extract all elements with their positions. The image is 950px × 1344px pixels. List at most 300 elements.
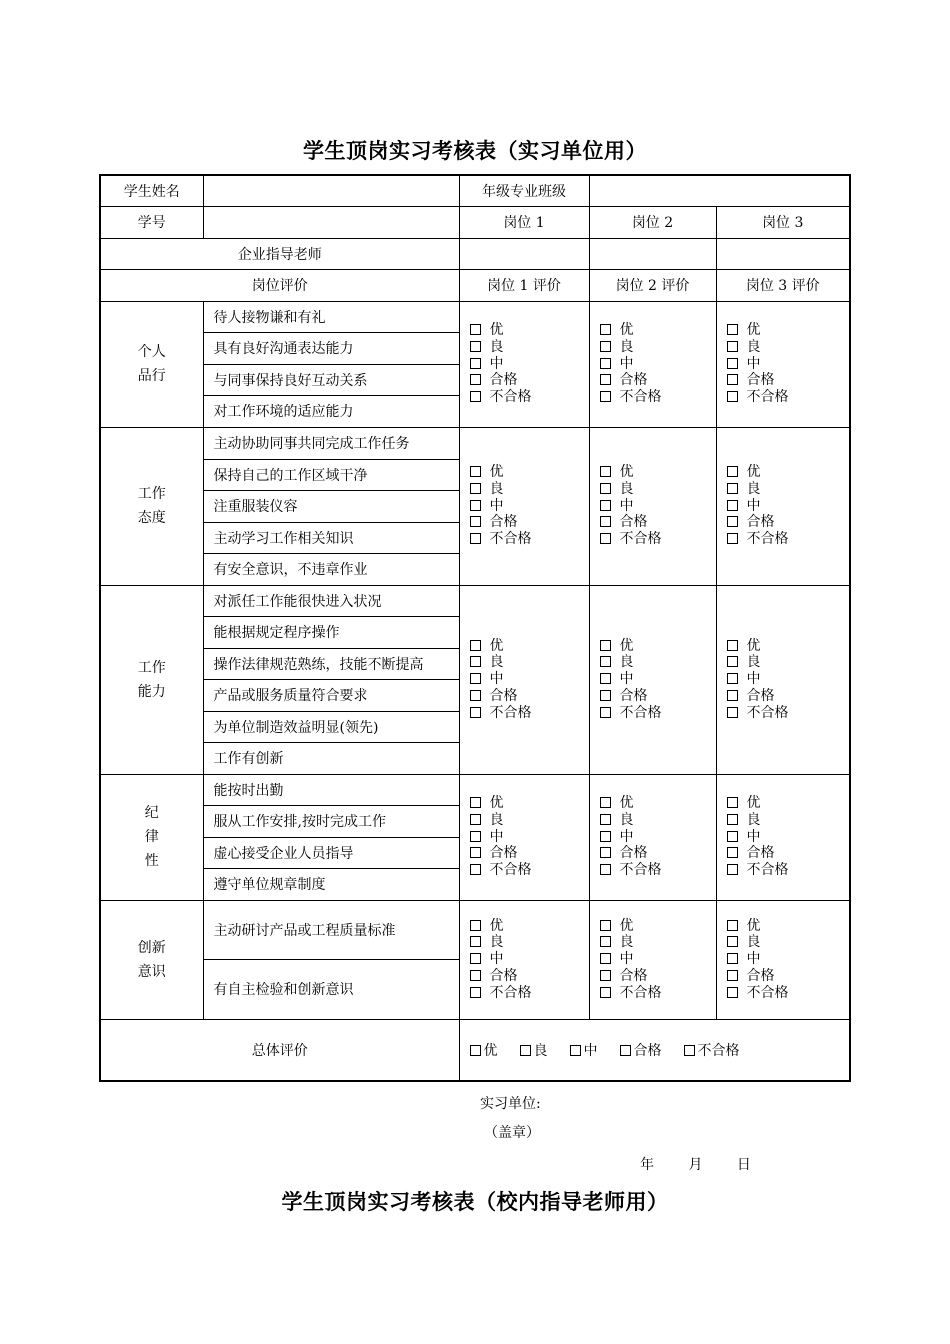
rating-option-label: 合格	[746, 845, 775, 862]
rating-option-label: 良	[619, 480, 634, 497]
checkbox-icon[interactable]	[470, 341, 481, 352]
post3-eval-label: 岗位 3 评价	[716, 269, 850, 301]
rating-option-label: 优	[746, 637, 761, 654]
rating-option[interactable]	[600, 812, 716, 829]
rating-option[interactable]	[470, 339, 589, 356]
rating-option-label: 良	[746, 934, 761, 951]
rating-group-post1	[459, 585, 589, 774]
rating-option-label: 优	[619, 637, 634, 654]
checkbox-icon[interactable]	[470, 533, 481, 544]
rating-option[interactable]	[600, 654, 716, 671]
checkbox-icon[interactable]	[600, 690, 611, 701]
rating-option-label: 优	[619, 795, 634, 812]
rating-option[interactable]	[727, 498, 850, 515]
checkbox-icon[interactable]	[470, 920, 481, 931]
checkbox-icon[interactable]	[600, 640, 611, 651]
rating-option[interactable]	[470, 356, 589, 373]
rating-option-label: 良	[619, 934, 634, 951]
rating-option[interactable]	[727, 531, 850, 548]
checkbox-icon[interactable]	[600, 936, 611, 947]
rating-option-label: 中	[619, 497, 634, 514]
checkbox-icon[interactable]	[600, 953, 611, 964]
checkbox-icon[interactable]	[727, 707, 738, 718]
page-title: 学生顶岗实习考核表（实习单位用）	[303, 139, 647, 163]
rating-option-label: 良	[489, 811, 504, 828]
overall-option[interactable]	[684, 1040, 740, 1060]
rating-option-label: 不合格	[489, 389, 532, 406]
rating-option-label: 合格	[619, 514, 648, 531]
criterion-item: 对工作环境的适应能力	[203, 395, 459, 427]
rating-option[interactable]	[600, 464, 716, 481]
checkbox-icon[interactable]	[470, 1045, 481, 1056]
rating-option-label: 优	[746, 464, 761, 481]
checkbox-icon[interactable]	[600, 831, 611, 842]
rating-option-label: 合格	[489, 514, 518, 531]
checkbox-icon[interactable]	[727, 673, 738, 684]
checkbox-icon[interactable]	[727, 640, 738, 651]
rating-option-label: 不合格	[746, 531, 789, 548]
rating-option[interactable]	[470, 795, 589, 812]
checkbox-icon[interactable]	[727, 466, 738, 477]
checkbox-icon[interactable]	[470, 673, 481, 684]
rating-option[interactable]	[600, 688, 716, 705]
checkbox-icon[interactable]	[470, 500, 481, 511]
checkbox-icon[interactable]	[727, 358, 738, 369]
checkbox-icon[interactable]	[727, 483, 738, 494]
rating-group-post1	[459, 427, 589, 585]
overall-option-label: 合格	[633, 1042, 662, 1059]
student-id-label: 学号	[100, 206, 203, 238]
overall-options	[459, 1019, 850, 1081]
rating-option[interactable]	[470, 481, 589, 498]
checkbox-icon[interactable]	[470, 864, 481, 875]
student-name-field[interactable]	[203, 175, 459, 206]
checkbox-icon[interactable]	[470, 831, 481, 842]
rating-option[interactable]	[470, 918, 589, 935]
criterion-item: 主动学习工作相关知识	[203, 522, 459, 553]
checkbox-icon[interactable]	[520, 1045, 531, 1056]
rating-option-label: 中	[746, 497, 761, 514]
rating-option-label: 中	[619, 355, 634, 372]
rating-option[interactable]	[470, 845, 589, 862]
checkbox-icon[interactable]	[570, 1045, 581, 1056]
rating-group-post2	[589, 301, 716, 427]
rating-option[interactable]	[470, 514, 589, 531]
student-id-field[interactable]	[203, 206, 459, 238]
rating-option-label: 良	[489, 480, 504, 497]
rating-option-label: 中	[489, 951, 504, 968]
rating-option[interactable]	[727, 862, 850, 879]
rating-option-label: 不合格	[489, 531, 532, 548]
rating-option-label: 优	[619, 464, 634, 481]
rating-option[interactable]	[727, 464, 850, 481]
rating-option-label: 良	[619, 338, 634, 355]
rating-option[interactable]	[600, 829, 716, 846]
category-label: 纪 律 性	[100, 774, 203, 900]
rating-option-label: 中	[489, 671, 504, 688]
checkbox-icon[interactable]	[727, 936, 738, 947]
rating-option-label: 中	[489, 828, 504, 845]
assessment-table	[99, 174, 851, 1082]
checkbox-icon[interactable]	[727, 970, 738, 981]
checkbox-icon[interactable]	[470, 690, 481, 701]
criterion-item: 为单位制造效益明显(领先)	[203, 711, 459, 742]
rating-option[interactable]	[600, 389, 716, 406]
rating-option[interactable]	[727, 481, 850, 498]
rating-group-post2	[589, 585, 716, 774]
checkbox-icon[interactable]	[727, 797, 738, 808]
rating-option[interactable]	[600, 934, 716, 951]
checkbox-icon[interactable]	[470, 324, 481, 335]
criterion-item: 待人接物谦和有礼	[203, 301, 459, 332]
rating-option-label: 优	[746, 917, 761, 934]
rating-option[interactable]	[600, 481, 716, 498]
checkbox-icon[interactable]	[470, 516, 481, 527]
criterion-item: 操作法律规范熟练，技能不断提高	[203, 648, 459, 679]
checkbox-icon[interactable]	[684, 1045, 695, 1056]
checkbox-icon[interactable]	[470, 374, 481, 385]
checkbox-icon[interactable]	[727, 341, 738, 352]
rating-option-label: 中	[619, 951, 634, 968]
criterion-item: 遵守单位规章制度	[203, 868, 459, 900]
checkbox-icon[interactable]	[600, 987, 611, 998]
rating-option[interactable]	[727, 829, 850, 846]
rating-option[interactable]	[470, 985, 589, 1002]
rating-option[interactable]	[600, 671, 716, 688]
checkbox-icon[interactable]	[600, 673, 611, 684]
rating-option-label: 优	[489, 917, 504, 934]
checkbox-icon[interactable]	[727, 500, 738, 511]
checkbox-icon[interactable]	[470, 970, 481, 981]
criterion-item: 工作有创新	[203, 742, 459, 774]
rating-option-label: 合格	[489, 845, 518, 862]
rating-option[interactable]	[727, 705, 850, 722]
rating-option-label: 中	[489, 497, 504, 514]
overall-option-label: 中	[583, 1042, 598, 1059]
criterion-item: 服从工作安排,按时完成工作	[203, 805, 459, 837]
rating-option[interactable]	[470, 372, 589, 389]
rating-option-label: 不合格	[489, 704, 532, 721]
rating-option[interactable]	[727, 356, 850, 373]
criterion-item: 有自主检验和创新意识	[203, 959, 459, 1019]
checkbox-icon[interactable]	[470, 987, 481, 998]
seal-label: （盖章）	[484, 1125, 540, 1141]
rating-option[interactable]	[470, 829, 589, 846]
criterion-item: 注重服装仪容	[203, 490, 459, 522]
rating-option[interactable]	[600, 322, 716, 339]
rating-option-label: 优	[746, 795, 761, 812]
checkbox-icon[interactable]	[600, 324, 611, 335]
checkbox-icon[interactable]	[470, 847, 481, 858]
checkbox-icon[interactable]	[470, 483, 481, 494]
rating-option[interactable]	[727, 372, 850, 389]
mentor-post1-field[interactable]	[459, 238, 589, 269]
rating-option[interactable]	[600, 531, 716, 548]
rating-option[interactable]	[727, 934, 850, 951]
checkbox-icon[interactable]	[600, 864, 611, 875]
checkbox-icon[interactable]	[600, 707, 611, 718]
overall-option[interactable]	[470, 1040, 498, 1060]
rating-option-label: 不合格	[619, 862, 662, 879]
rating-option[interactable]	[727, 654, 850, 671]
student-name-label: 学生姓名	[100, 175, 203, 206]
rating-option[interactable]	[470, 322, 589, 339]
checkbox-icon[interactable]	[727, 516, 738, 527]
rating-option-label: 优	[489, 322, 504, 339]
post3-label: 岗位 3	[716, 206, 850, 238]
category-label: 个人 品行	[100, 301, 203, 427]
rating-option[interactable]	[727, 795, 850, 812]
checkbox-icon[interactable]	[470, 358, 481, 369]
category-label: 工作 能力	[100, 585, 203, 774]
checkbox-icon[interactable]	[470, 797, 481, 808]
checkbox-icon[interactable]	[600, 814, 611, 825]
checkbox-icon[interactable]	[727, 533, 738, 544]
overall-label: 总体评价	[100, 1019, 459, 1081]
checkbox-icon[interactable]	[600, 358, 611, 369]
date-label: 年 月 日	[640, 1157, 751, 1173]
criterion-item: 对派任工作能很快进入状况	[203, 585, 459, 616]
checkbox-icon[interactable]	[727, 690, 738, 701]
rating-option-label: 合格	[619, 372, 648, 389]
rating-option[interactable]	[600, 705, 716, 722]
checkbox-icon[interactable]	[727, 391, 738, 402]
rating-option[interactable]	[600, 985, 716, 1002]
rating-option[interactable]	[470, 951, 589, 968]
rating-group-post2	[589, 774, 716, 900]
rating-group-post3	[716, 774, 850, 900]
rating-group-post3	[716, 900, 850, 1019]
overall-option-label: 优	[483, 1042, 498, 1059]
rating-option[interactable]	[727, 514, 850, 531]
rating-group-post3	[716, 585, 850, 774]
rating-option-label: 合格	[746, 687, 775, 704]
category-label: 工作 态度	[100, 427, 203, 585]
rating-option[interactable]	[600, 918, 716, 935]
category-label: 创新 意识	[100, 900, 203, 1019]
criterion-item: 有安全意识，不违章作业	[203, 553, 459, 585]
rating-option[interactable]	[727, 671, 850, 688]
rating-option-label: 不合格	[746, 862, 789, 879]
checkbox-icon[interactable]	[600, 374, 611, 385]
rating-option-label: 良	[746, 480, 761, 497]
rating-option[interactable]	[727, 985, 850, 1002]
post-eval-label: 岗位评价	[100, 269, 459, 301]
rating-option-label: 良	[489, 934, 504, 951]
overall-option-label: 不合格	[697, 1042, 740, 1059]
checkbox-icon[interactable]	[727, 987, 738, 998]
rating-option-label: 优	[619, 917, 634, 934]
rating-option-label: 良	[746, 338, 761, 355]
rating-option[interactable]	[600, 356, 716, 373]
checkbox-icon[interactable]	[470, 936, 481, 947]
checkbox-icon[interactable]	[470, 953, 481, 964]
grade-major-class-field[interactable]	[589, 175, 850, 206]
rating-option-label: 合格	[746, 514, 775, 531]
rating-option-label: 中	[746, 671, 761, 688]
rating-option[interactable]	[470, 934, 589, 951]
unit-label: 实习单位:	[480, 1096, 541, 1112]
rating-option[interactable]	[600, 951, 716, 968]
rating-option-label: 不合格	[746, 984, 789, 1001]
rating-option[interactable]	[600, 845, 716, 862]
rating-option-label: 优	[489, 795, 504, 812]
overall-option[interactable]	[520, 1040, 548, 1060]
rating-option[interactable]	[470, 389, 589, 406]
checkbox-icon[interactable]	[600, 797, 611, 808]
checkbox-icon[interactable]	[470, 814, 481, 825]
checkbox-icon[interactable]	[600, 533, 611, 544]
criterion-item: 能按时出勤	[203, 774, 459, 805]
criterion-item: 具有良好沟通表达能力	[203, 332, 459, 364]
checkbox-icon[interactable]	[727, 953, 738, 964]
rating-option-label: 不合格	[746, 704, 789, 721]
rating-option-label: 良	[619, 811, 634, 828]
rating-option-label: 良	[746, 654, 761, 671]
rating-group-post1	[459, 900, 589, 1019]
rating-option[interactable]	[470, 531, 589, 548]
checkbox-icon[interactable]	[470, 640, 481, 651]
rating-option-label: 优	[746, 322, 761, 339]
rating-option[interactable]	[470, 671, 589, 688]
checkbox-icon[interactable]	[600, 847, 611, 858]
rating-option[interactable]	[470, 654, 589, 671]
second-form-title: 学生顶岗实习考核表（校内指导老师用）	[281, 1190, 669, 1214]
rating-group-post2	[589, 900, 716, 1019]
criterion-item: 保持自己的工作区域干净	[203, 459, 459, 490]
mentor-label: 企业指导老师	[100, 238, 459, 269]
rating-option-label: 合格	[619, 687, 648, 704]
rating-option[interactable]	[727, 688, 850, 705]
rating-option[interactable]	[470, 688, 589, 705]
overall-option[interactable]	[620, 1040, 662, 1060]
overall-option[interactable]	[570, 1040, 598, 1060]
checkbox-icon[interactable]	[600, 656, 611, 667]
checkbox-icon[interactable]	[727, 374, 738, 385]
rating-option-label: 中	[619, 828, 634, 845]
checkbox-icon[interactable]	[727, 864, 738, 875]
rating-group-post1	[459, 301, 589, 427]
rating-option-label: 合格	[746, 967, 775, 984]
rating-option[interactable]	[727, 322, 850, 339]
rating-option-label: 良	[746, 811, 761, 828]
criterion-item: 与同事保持良好互动关系	[203, 364, 459, 395]
checkbox-icon[interactable]	[470, 707, 481, 718]
rating-option-label: 合格	[489, 967, 518, 984]
rating-option[interactable]	[470, 498, 589, 515]
checkbox-icon[interactable]	[470, 391, 481, 402]
rating-option-label: 合格	[746, 372, 775, 389]
rating-option[interactable]	[600, 339, 716, 356]
checkbox-icon[interactable]	[727, 814, 738, 825]
checkbox-icon[interactable]	[600, 516, 611, 527]
criterion-item: 主动协助同事共同完成工作任务	[203, 427, 459, 459]
checkbox-icon[interactable]	[600, 483, 611, 494]
checkbox-icon[interactable]	[620, 1045, 631, 1056]
rating-option[interactable]	[727, 951, 850, 968]
criterion-item: 虚心接受企业人员指导	[203, 837, 459, 868]
checkbox-icon[interactable]	[600, 341, 611, 352]
checkbox-icon[interactable]	[727, 847, 738, 858]
grade-major-class-label: 年级专业班级	[459, 175, 589, 206]
checkbox-icon[interactable]	[600, 391, 611, 402]
rating-option[interactable]	[470, 968, 589, 985]
rating-option-label: 合格	[489, 372, 518, 389]
rating-option-label: 中	[746, 828, 761, 845]
checkbox-icon[interactable]	[727, 656, 738, 667]
rating-option[interactable]	[600, 638, 716, 655]
checkbox-icon[interactable]	[727, 920, 738, 931]
checkbox-icon[interactable]	[600, 500, 611, 511]
rating-option-label: 不合格	[489, 862, 532, 879]
rating-option[interactable]	[727, 918, 850, 935]
rating-option-label: 合格	[619, 967, 648, 984]
mentor-post2-field[interactable]	[589, 238, 716, 269]
rating-option[interactable]	[470, 705, 589, 722]
post1-label: 岗位 1	[459, 206, 589, 238]
checkbox-icon[interactable]	[470, 466, 481, 477]
rating-option[interactable]	[470, 812, 589, 829]
rating-option[interactable]	[727, 389, 850, 406]
rating-option[interactable]	[600, 968, 716, 985]
rating-option[interactable]	[470, 464, 589, 481]
rating-option-label: 优	[489, 464, 504, 481]
rating-option-label: 不合格	[619, 531, 662, 548]
rating-option[interactable]	[727, 339, 850, 356]
rating-option-label: 合格	[489, 687, 518, 704]
rating-option-label: 中	[746, 355, 761, 372]
criterion-item: 主动研讨产品或工程质量标准	[203, 900, 459, 959]
rating-option[interactable]	[727, 812, 850, 829]
rating-option[interactable]	[470, 862, 589, 879]
rating-group-post3	[716, 427, 850, 585]
rating-option[interactable]	[600, 795, 716, 812]
rating-option[interactable]	[727, 638, 850, 655]
checkbox-icon[interactable]	[600, 466, 611, 477]
rating-option-label: 不合格	[746, 389, 789, 406]
rating-option-label: 中	[746, 951, 761, 968]
rating-option[interactable]	[600, 498, 716, 515]
rating-option-label: 优	[489, 637, 504, 654]
rating-option-label: 良	[489, 654, 504, 671]
criterion-item: 能根据规定程序操作	[203, 616, 459, 648]
checkbox-icon[interactable]	[470, 656, 481, 667]
rating-option-label: 合格	[619, 845, 648, 862]
rating-option-label: 不合格	[489, 984, 532, 1001]
rating-option[interactable]	[727, 845, 850, 862]
checkbox-icon[interactable]	[727, 831, 738, 842]
rating-option[interactable]	[600, 514, 716, 531]
rating-option[interactable]	[600, 372, 716, 389]
rating-group-post1	[459, 774, 589, 900]
mentor-post3-field[interactable]	[716, 238, 850, 269]
post2-eval-label: 岗位 2 评价	[589, 269, 716, 301]
rating-option-label: 不合格	[619, 389, 662, 406]
rating-option-label: 不合格	[619, 984, 662, 1001]
rating-group-post3	[716, 301, 850, 427]
rating-group-post2	[589, 427, 716, 585]
rating-option[interactable]	[470, 638, 589, 655]
rating-option-label: 中	[619, 671, 634, 688]
rating-option[interactable]	[600, 862, 716, 879]
rating-option-label: 不合格	[619, 704, 662, 721]
checkbox-icon[interactable]	[600, 970, 611, 981]
checkbox-icon[interactable]	[727, 324, 738, 335]
checkbox-icon[interactable]	[600, 920, 611, 931]
post2-label: 岗位 2	[589, 206, 716, 238]
post1-eval-label: 岗位 1 评价	[459, 269, 589, 301]
rating-option[interactable]	[727, 968, 850, 985]
